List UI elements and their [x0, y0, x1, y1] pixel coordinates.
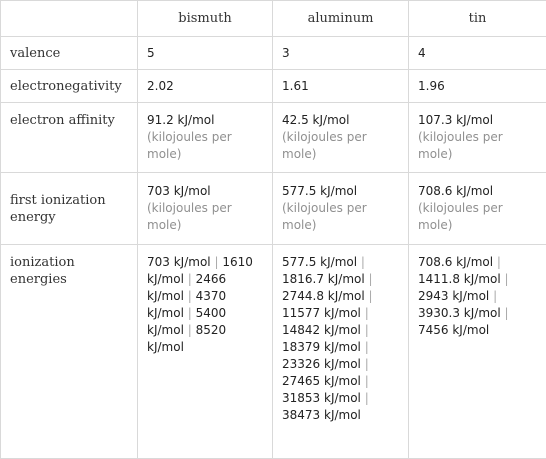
- cell-tin: 1.96: [409, 70, 546, 103]
- value-text: 91.2 kJ/mol: [147, 113, 214, 127]
- ionization-value: 23326 kJ/mol: [282, 357, 361, 371]
- value-text: 107.3 kJ/mol: [418, 113, 493, 127]
- table-row-electronegativity: [1, 70, 546, 103]
- separator: |: [365, 323, 369, 337]
- separator: |: [188, 289, 192, 303]
- table-row-first-ionization-energy: [1, 173, 546, 245]
- separator: |: [188, 306, 192, 320]
- separator: |: [365, 357, 369, 371]
- ionization-value: 3930.3 kJ/mol: [418, 306, 501, 320]
- separator: |: [188, 272, 192, 286]
- ionization-value: 18379 kJ/mol: [282, 340, 361, 354]
- cell-tin: [409, 103, 546, 173]
- ionization-value: 14842 kJ/mol: [282, 323, 361, 337]
- table-row-valence: [1, 37, 546, 70]
- ionization-value: 8520 kJ/mol: [147, 323, 226, 354]
- separator: |: [365, 340, 369, 354]
- unit-note: (kilojoules per mole): [282, 130, 367, 161]
- row-label: ionization energies: [1, 245, 138, 459]
- cell-tin: [409, 245, 546, 459]
- cell-bismuth: [138, 103, 273, 173]
- cell-aluminum: [273, 173, 409, 245]
- ionization-value: 1610 kJ/mol: [147, 255, 253, 286]
- table-row-electron-affinity: [1, 103, 546, 173]
- cell-tin: [409, 173, 546, 245]
- row-label: first ionization energy: [1, 173, 138, 245]
- cell-aluminum: 1.61: [273, 70, 409, 103]
- ionization-value: 1816.7 kJ/mol: [282, 272, 365, 286]
- value-text: 577.5 kJ/mol: [282, 184, 357, 198]
- value-text: 708.6 kJ/mol: [418, 184, 493, 198]
- unit-note: (kilojoules per mole): [418, 201, 503, 232]
- row-label: valence: [1, 37, 138, 70]
- cell-aluminum: 3: [273, 37, 409, 70]
- cell-aluminum: [273, 245, 409, 459]
- ionization-value: 27465 kJ/mol: [282, 374, 361, 388]
- cell-bismuth: 5: [138, 37, 273, 70]
- ionization-value: 31853 kJ/mol: [282, 391, 361, 405]
- separator: |: [214, 255, 218, 269]
- separator: |: [497, 255, 501, 269]
- corner-cell: [1, 1, 138, 37]
- separator: |: [369, 289, 373, 303]
- ionization-value: 1411.8 kJ/mol: [418, 272, 501, 286]
- ionization-value: 11577 kJ/mol: [282, 306, 361, 320]
- ionization-value: 4370 kJ/mol: [147, 289, 226, 320]
- unit-note: (kilojoules per mole): [147, 201, 232, 232]
- cell-aluminum: [273, 103, 409, 173]
- ionization-value: 708.6 kJ/mol: [418, 255, 493, 269]
- separator: |: [493, 289, 497, 303]
- table-row-ionization-energies: [1, 245, 546, 459]
- cell-tin: 4: [409, 37, 546, 70]
- ionization-value: 38473 kJ/mol: [282, 408, 361, 422]
- unit-note: (kilojoules per mole): [147, 130, 232, 161]
- ionization-value: 7456 kJ/mol: [418, 323, 489, 337]
- ionization-value: 5400 kJ/mol: [147, 306, 226, 337]
- row-label: electron affinity: [1, 103, 138, 173]
- unit-note: (kilojoules per mole): [282, 201, 367, 232]
- column-header-aluminum: aluminum: [273, 1, 409, 37]
- separator: |: [361, 255, 365, 269]
- separator: |: [365, 391, 369, 405]
- row-label: electronegativity: [1, 70, 138, 103]
- separator: |: [505, 272, 509, 286]
- separator: |: [505, 306, 509, 320]
- ionization-value: 577.5 kJ/mol: [282, 255, 357, 269]
- column-header-tin: tin: [409, 1, 546, 37]
- separator: |: [188, 323, 192, 337]
- header-row: [1, 1, 546, 37]
- cell-bismuth: [138, 173, 273, 245]
- cell-bismuth: [138, 245, 273, 459]
- separator: |: [369, 272, 373, 286]
- ionization-value: 2744.8 kJ/mol: [282, 289, 365, 303]
- value-text: 42.5 kJ/mol: [282, 113, 349, 127]
- cell-bismuth: 2.02: [138, 70, 273, 103]
- ionization-value: 2466 kJ/mol: [147, 272, 226, 303]
- ionization-value: 703 kJ/mol: [147, 255, 211, 269]
- separator: |: [365, 374, 369, 388]
- ionization-value: 2943 kJ/mol: [418, 289, 489, 303]
- column-header-bismuth: bismuth: [138, 1, 273, 37]
- unit-note: (kilojoules per mole): [418, 130, 503, 161]
- separator: |: [365, 306, 369, 320]
- value-text: 703 kJ/mol: [147, 184, 211, 198]
